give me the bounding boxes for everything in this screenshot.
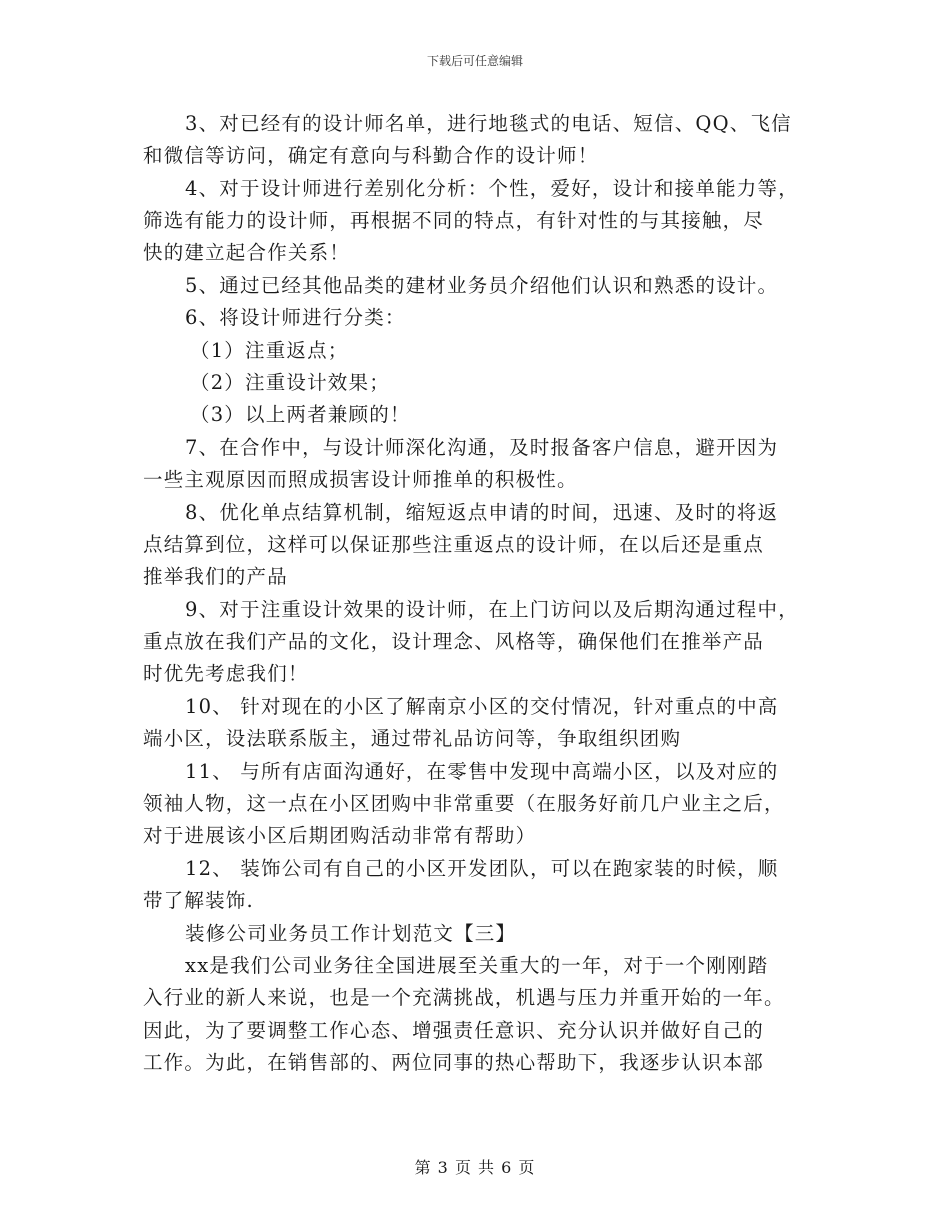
text-line: 4、对于设计师进行差别化分析：个性，爱好，设计和接单能力等， xyxy=(185,177,799,200)
text-line: 5、通过已经其他品类的建材业务员介绍他们认识和熟悉的设计。 xyxy=(185,274,779,297)
text-line: 点结算到位，这样可以保证那些注重返点的设计师，在以后还是重点 xyxy=(143,533,765,556)
text-line: 装修公司业务员工作计划范文【三】 xyxy=(185,922,517,945)
text-line: 8、优化单点结算机制，缩短返点申请的时间，迅速、及时的将返 xyxy=(185,501,779,524)
text-line: 9、对于注重设计效果的设计师，在上门访问以及后期沟通过程中， xyxy=(185,598,799,621)
page-footer: 第 3 页 共 6 页 xyxy=(414,1158,536,1177)
text-line: 12、 装饰公司有自己的小区开发团队，可以在跑家装的时候，顺 xyxy=(185,857,779,880)
text-line: 时优先考虑我们！ xyxy=(143,662,309,685)
text-line: （3）以上两者兼顾的！ xyxy=(190,403,411,426)
text-line: 11、 与所有店面沟通好，在零售中发现中高端小区，以及对应的 xyxy=(185,760,779,783)
text-line: 6、将设计师进行分类： xyxy=(185,306,406,329)
text-line: 对于进展该小区后期团购活动非常有帮助） xyxy=(143,824,537,847)
page-header: 下载后可任意编辑 xyxy=(426,54,523,68)
text-line: 重点放在我们产品的文化，设计理念、风格等，确保他们在推举产品 xyxy=(143,630,765,653)
text-line: 筛选有能力的设计师，再根据不同的特点，有针对性的与其接触，尽 xyxy=(143,209,765,232)
text-line: 入行业的新人来说，也是一个充满挑战，机遇与压力并重开始的一年。 xyxy=(143,986,785,1009)
text-line: xx是我们公司业务往全国进展至关重大的一年，对于一个刚刚踏 xyxy=(185,954,769,977)
text-line: 工作。为此，在销售部的、两位同事的热心帮助下，我逐步认识本部 xyxy=(143,1051,765,1074)
text-line: 一些主观原因而照成损害设计师推单的积极性。 xyxy=(143,468,578,491)
text-line: （1）注重返点； xyxy=(190,339,349,362)
text-line: 端小区，设法联系版主，通过带礼品访问等，争取组织团购 xyxy=(143,727,682,750)
text-line: 10、 针对现在的小区了解南京小区的交付情况，针对重点的中高 xyxy=(185,695,779,718)
text-line: 推举我们的产品 xyxy=(143,565,288,588)
text-line: （2）注重设计效果； xyxy=(190,371,390,394)
text-line: 带了解装饰. xyxy=(143,889,254,912)
text-line: 领袖人物，这一点在小区团购中非常重要（在服务好前几户业主之后， xyxy=(143,792,785,815)
text-line: 和微信等访问，确定有意向与科勤合作的设计师！ xyxy=(143,144,599,167)
text-line: 3、对已经有的设计师名单，进行地毯式的电话、短信、QQ、飞信 xyxy=(185,112,792,135)
text-line: 快的建立起合作关系！ xyxy=(143,241,351,264)
text-line: 因此，为了要调整工作心态、增强责任意识、充分认识并做好自己的 xyxy=(143,1019,765,1042)
text-line: 7、在合作中，与设计师深化沟通，及时报备客户信息，避开因为 xyxy=(185,436,779,459)
